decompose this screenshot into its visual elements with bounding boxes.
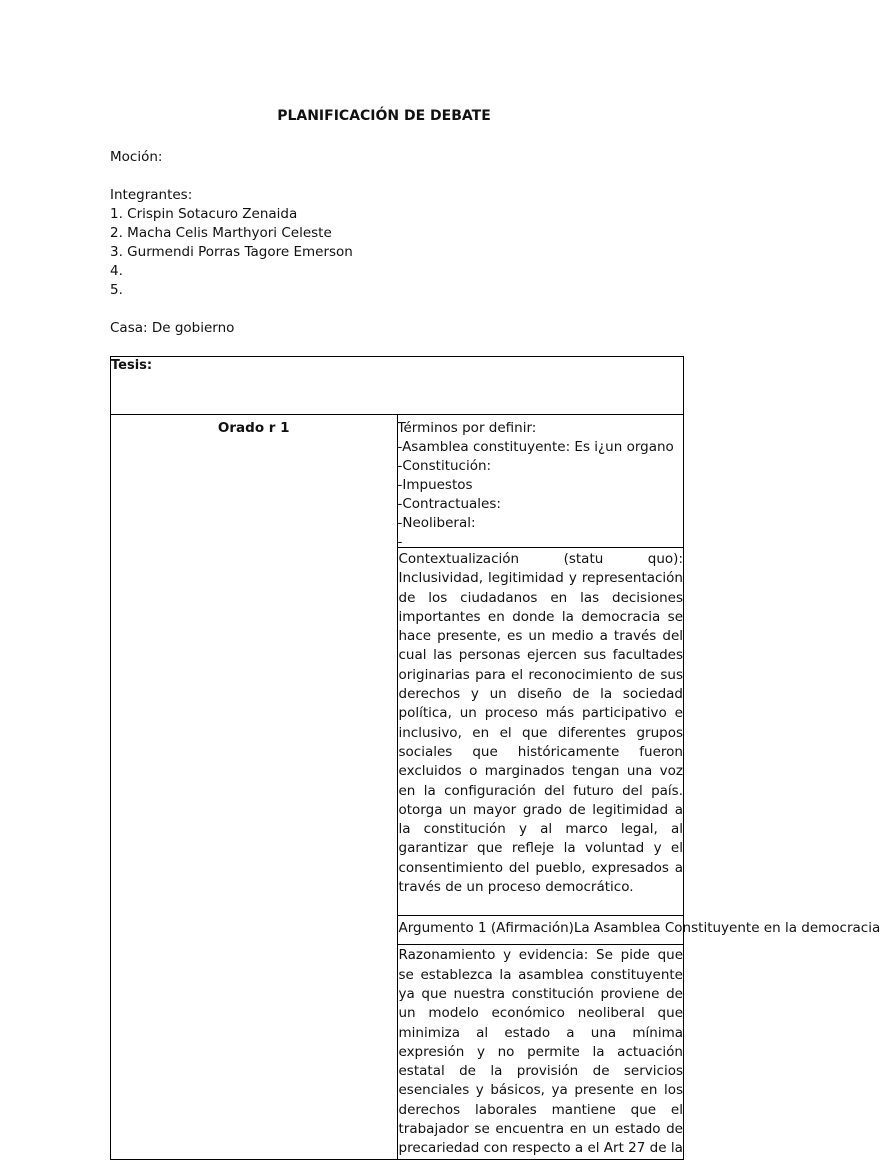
term-item: -Neoliberal: (397, 515, 476, 531)
term-item: -Impuestos (397, 477, 473, 493)
mocion-label: Moción: (110, 149, 163, 165)
tesis-cell (111, 357, 684, 415)
debate-table (110, 356, 880, 1160)
tesis-row (111, 357, 684, 415)
integrante-item: 1. Crispin Sotacuro Zenaida (110, 206, 298, 222)
argument-cell (397, 916, 880, 945)
context-cell (397, 548, 684, 916)
term-item: -Contractuales: (397, 496, 501, 512)
terms-row (111, 415, 684, 548)
tesis-label: Tesis: (111, 358, 153, 373)
integrantes-label: Integrantes: (110, 187, 193, 203)
terms-list (397, 415, 684, 550)
argumento-text: Argumento 1 (Afirmación)La Asamblea Constituyente en la democracia (398, 920, 880, 937)
integrante-item: 3. Gurmendi Porras Tagore Emerson (110, 244, 353, 260)
term-item: - (397, 534, 403, 550)
document-title: PLANIFICACIÓN DE DEBATE (277, 108, 491, 124)
razonamiento-text: Razonamiento y evidencia: Se pide que se establezca la asamblea constituyente ya que nuestra constitución proviene de un modelo económico neoliberal que minimiza al estado a una mínima expresión y no permite la actuación estatal de la provisión de servicios esenciales y básicos, ya presente en los derechos laborales mantiene que el trabajador se encuentra en un estado de precariedad con respecto a el Art 27 de la (398, 947, 683, 1157)
orador-label: Orado r 1 (217, 420, 290, 436)
integrante-item: 2. Macha Celis Marthyori Celeste (110, 225, 332, 241)
terms-cell (397, 415, 684, 548)
integrante-item: 4. (110, 263, 123, 279)
orador-cell (111, 415, 398, 1160)
integrante-item: 5. (110, 282, 123, 298)
reasoning-cell (397, 945, 684, 1159)
contextualizacion-text: Contextualización (statu quo): Inclusividad, legitimidad y representación de los ciudadanos en las decisiones importantes en donde la democracia se hace presente, es un medio a través del cual las personas ejercen sus facultades originarias para el reconocimiento de sus derechos y un diseño de la sociedad política, un proceso más participativo e inclusivo, en el que diferentes grupos sociales que históricamente fueron excluidos o marginados tengan una voz en la configuración del futuro del país. otorga un mayor grado de legitimidad a la constitución y al marco legal, al garantizar que refleje la voluntad y el consentimiento del pueblo, expresados a través de un proceso democrático. (398, 551, 683, 896)
terms-heading: Términos por definir: (397, 420, 537, 436)
term-item: -Asamblea constituyente: Es i¿un organo (397, 439, 674, 455)
term-item: -Constitución: (397, 458, 492, 474)
casa-label: Casa: De gobierno (110, 320, 235, 336)
